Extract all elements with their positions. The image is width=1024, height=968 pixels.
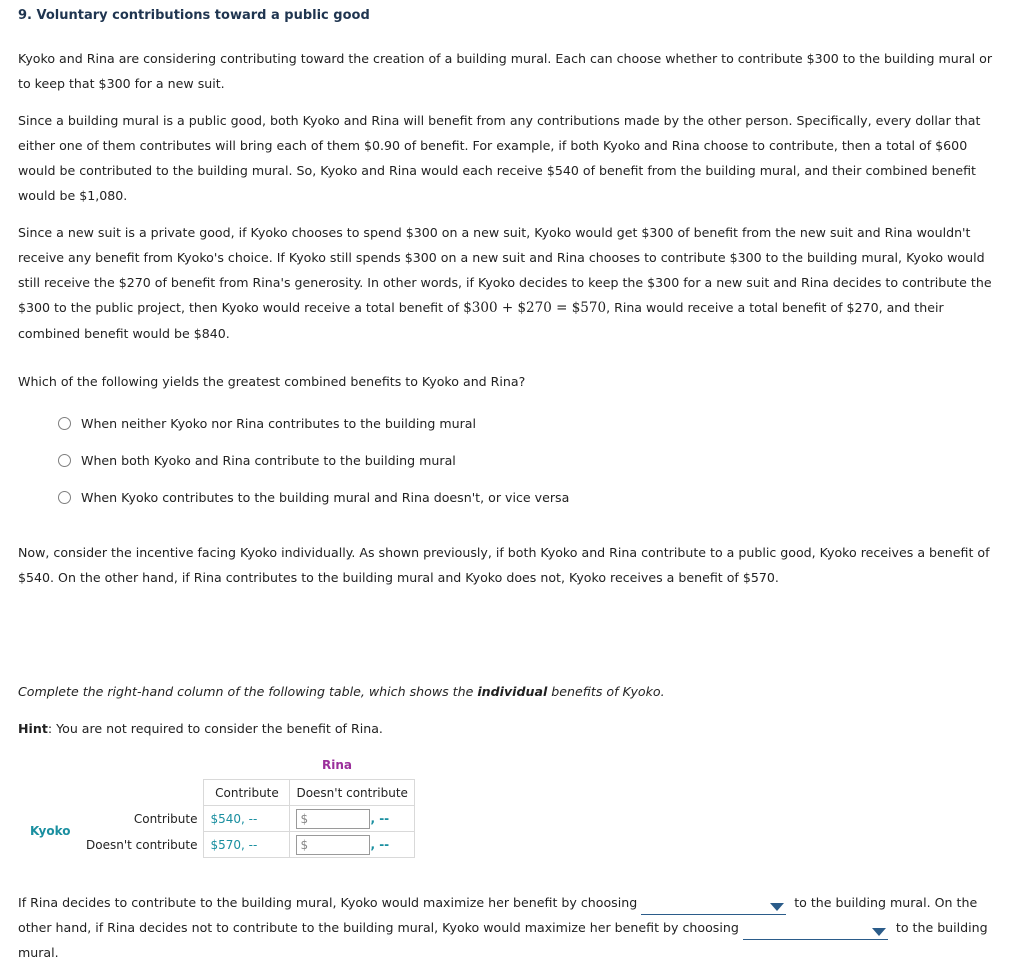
payoff-table	[80, 779, 415, 858]
option-one-contributes[interactable]	[58, 490, 569, 505]
table-instruction: Complete the right-hand column of the following table, which shows the individual benefits of Kyoko.	[18, 684, 665, 699]
hint	[18, 716, 1008, 741]
kyoko-benefit-input[interactable]: $	[296, 809, 370, 829]
combined-benefit-question: Which of the following yields the greatest combined benefits to Kyoko and Rina?	[18, 374, 526, 389]
hint-label: Hint	[18, 721, 48, 736]
radio-button[interactable]	[58, 454, 71, 467]
col-header-contribute: Contribute	[204, 780, 290, 806]
rina-benefit-placeholder: , --	[370, 811, 390, 825]
row-header-contribute: Contribute	[133, 811, 198, 826]
table-row	[80, 832, 414, 858]
radio-button[interactable]	[58, 491, 71, 504]
incentive-paragraph: Now, consider the incentive facing Kyoko individually. As shown previously, if both Kyoko and Rina contribute to a public good, Kyoko receives a benefit of $540. On the other hand, if Rina contributes to the building mural and Kyoko does not, Kyoko receives a benefit of $570.	[18, 545, 990, 585]
table-row	[80, 806, 414, 832]
public-good-paragraph: Since a building mural is a public good, both Kyoko and Rina will benefit from any contributions made by the other person. Specifically, every dollar that either one of them contributes will bring each of them $0.90 of benefit. For example, if both Kyoko and Rina choose to contribute, then a total of $600 would be contributed to the building mural. So, Kyoko and Rina would each receive $540 of benefit from the building mural, and their combined benefit would be $1,080.	[18, 113, 981, 203]
option-label: When neither Kyoko nor Rina contributes to the building mural	[81, 416, 476, 431]
table-header-row	[80, 780, 414, 806]
rina-column-header: Rina	[322, 758, 352, 772]
radio-button[interactable]	[58, 417, 71, 430]
intro-paragraph: Kyoko and Rina are considering contributing toward the creation of a building mural. Each can choose whether to contribute $300 to the building mural or to keep that $300 for a new suit.	[18, 51, 993, 91]
payoff-input-cell	[290, 832, 414, 858]
option-label: When Kyoko contributes to the building mural and Rina doesn't, or vice versa	[81, 490, 570, 505]
choice-dropdown-rina-contributes[interactable]	[641, 899, 786, 915]
private-good-text-2: , Rina would receive a total benefit of $270, and their combined benefit would be $840.	[18, 300, 944, 341]
col-header-doesnt-contribute: Doesn't contribute	[290, 780, 414, 806]
rina-benefit-placeholder: , --	[370, 837, 390, 851]
conclusion-paragraph: If Rina decides to contribute to the building mural, Kyoko would maximize her benefit by choosing to the building mural. On the other hand, if Rina decides not to contribute to the building mural, Kyoko would maximize her benefit by choosing to the building mural.	[18, 895, 988, 960]
hint-text: : You are not required to consider the benefit of Rina.	[47, 721, 383, 736]
private-good-text-1: Since a new suit is a private good, if Kyoko chooses to spend $300 on a new suit, Kyoko would get $300 of benefit from the new suit and Rina wouldn't receive any benefit from Kyoko's choice. If Kyoko still spends $300 on a new suit and Rina chooses to contribute $300 to the building mural, Kyoko would still receive the $270 of benefit from Rina's generosity. In other words, if Kyoko decides to keep the $300 for a new suit and Rina decides to contribute the $300 to the public project, then Kyoko would receive a total benefit of	[18, 225, 992, 315]
kyoko-row-header: Kyoko	[30, 824, 71, 838]
kyoko-benefit-input[interactable]: $	[296, 835, 370, 855]
benefit-equation: $300 + $270 = $570	[463, 300, 607, 316]
private-good-paragraph	[18, 220, 1008, 346]
chevron-down-icon	[872, 928, 886, 936]
option-label: When both Kyoko and Rina contribute to the building mural	[81, 453, 456, 468]
option-neither-contributes[interactable]	[58, 416, 476, 431]
option-both-contribute[interactable]	[58, 453, 456, 468]
payoff-contribute-contribute: $540, --	[204, 806, 290, 832]
choice-dropdown-rina-doesnt-contribute[interactable]	[743, 924, 888, 940]
payoff-input-cell	[290, 806, 414, 832]
chevron-down-icon	[770, 903, 784, 911]
question-title: 9. Voluntary contributions toward a public good	[18, 8, 370, 23]
payoff-doesnt-contribute-contribute: $570, --	[204, 832, 290, 858]
row-header-doesnt-contribute: Doesn't contribute	[86, 837, 198, 852]
